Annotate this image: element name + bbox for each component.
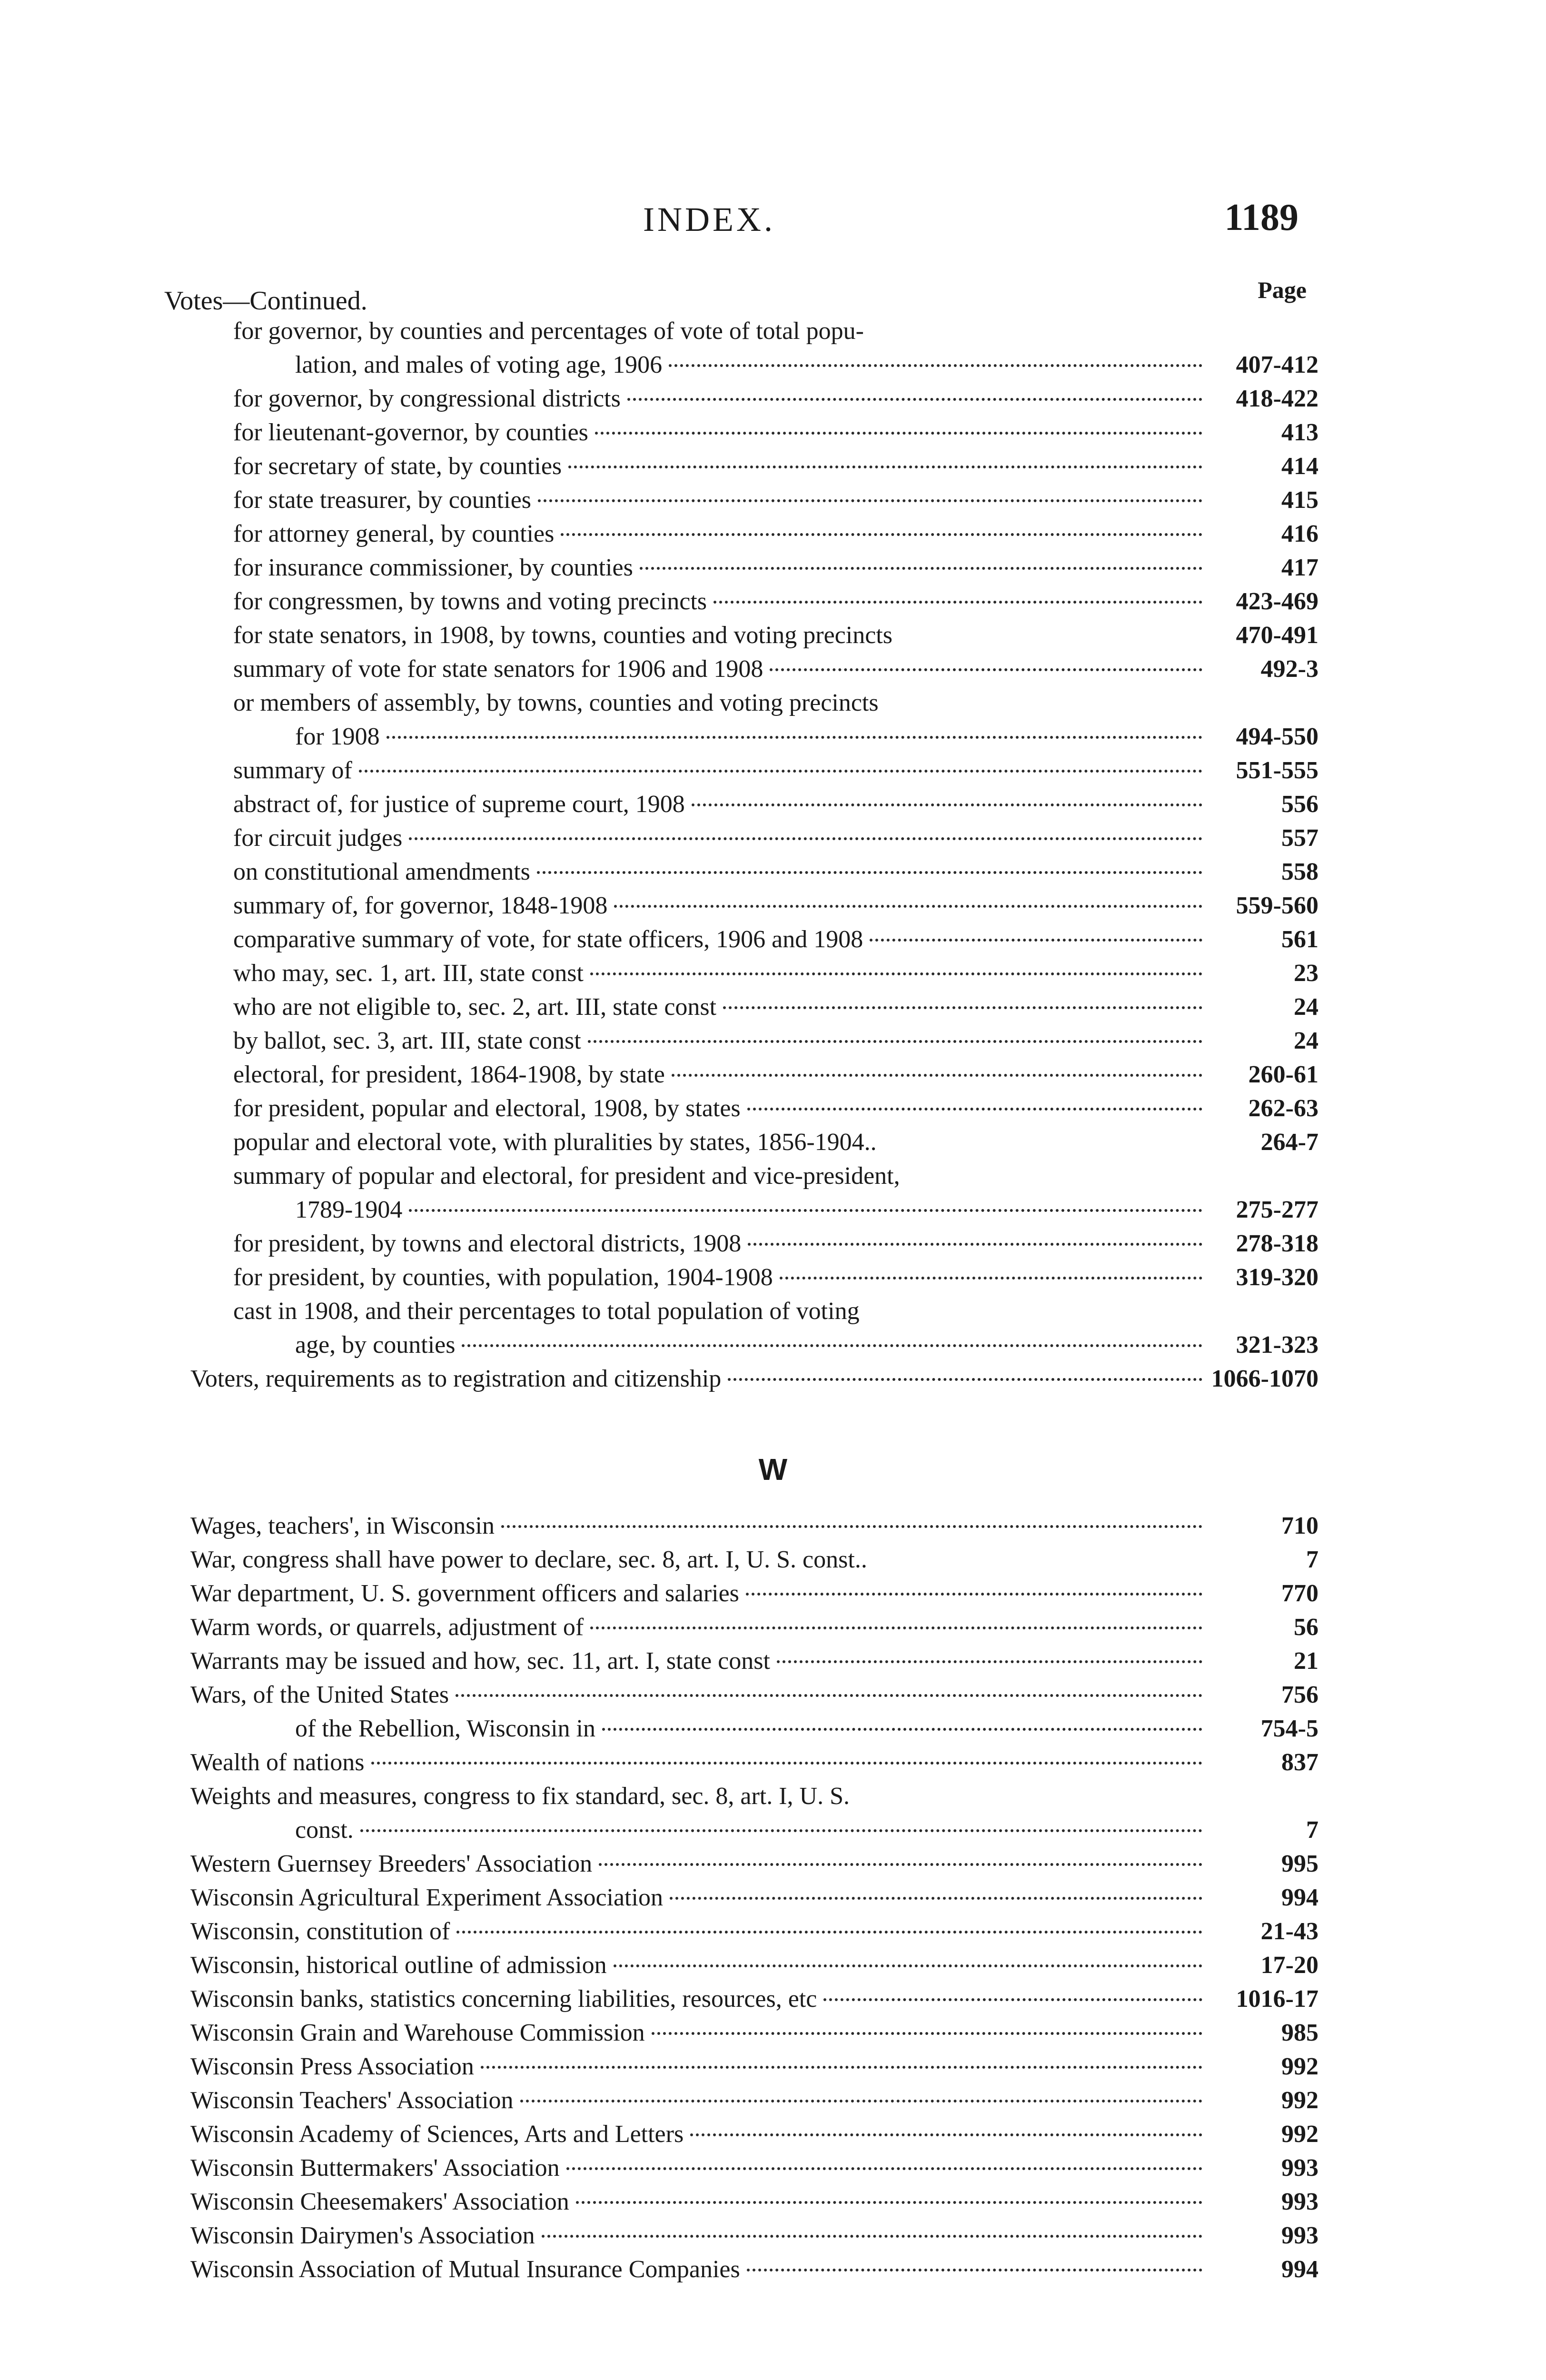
index-entry: Wars, of the United States 756 — [190, 1681, 1318, 1708]
index-entry: Wisconsin Cheesemakers' Association 993 — [190, 2188, 1318, 2215]
letter-heading: W — [758, 1452, 788, 1487]
index-entry: War, congress shall have power to declare, sec. 8, art. I, U. S. const.. 7 — [190, 1546, 1318, 1573]
index-entry: for governor, by counties and percentages of vote of total popu- — [233, 317, 864, 345]
index-entry: Wealth of nations 837 — [190, 1749, 1318, 1776]
index-entry: for state treasurer, by counties 415 — [233, 486, 1318, 514]
index-entry: Wisconsin Agricultural Experiment Association 994 — [190, 1884, 1318, 1911]
page-column-label: Page — [1258, 277, 1307, 303]
index-entry: summary of popular and electoral, for president and vice-president, — [233, 1162, 900, 1190]
index-entry: Wisconsin Dairymen's Association 993 — [190, 2222, 1318, 2249]
index-entry: Wisconsin, historical outline of admission 17-20 — [190, 1952, 1318, 1979]
section-heading: Votes—Continued. — [164, 286, 367, 316]
index-entry: cast in 1908, and their percentages to total population of voting — [233, 1298, 860, 1325]
index-entry: for president, by towns and electoral districts, 1908 278-318 — [233, 1230, 1318, 1257]
index-entry: for attorney general, by counties 416 — [233, 520, 1318, 547]
index-entry: const. 7 — [295, 1816, 1318, 1844]
index-entry: Wisconsin Association of Mutual Insurance Companies 994 — [190, 2256, 1318, 2283]
index-entry: of the Rebellion, Wisconsin in 754-5 — [295, 1715, 1318, 1742]
index-entry: who are not eligible to, sec. 2, art. III, state const 24 — [233, 993, 1318, 1021]
index-entry: for congressmen, by towns and voting precincts 423-469 — [233, 588, 1318, 615]
index-entry: for insurance commissioner, by counties 417 — [233, 554, 1318, 581]
index-entry: Wisconsin Teachers' Association 992 — [190, 2087, 1318, 2114]
votes-heading-row — [164, 276, 1307, 314]
index-entry: for president, popular and electoral, 1908, by states 262-63 — [233, 1095, 1318, 1122]
index-entry: Weights and measures, congress to fix standard, sec. 8, art. I, U. S. — [190, 1783, 850, 1810]
index-entry: Wisconsin Buttermakers' Association 993 — [190, 2154, 1318, 2182]
index-entry: Wisconsin Grain and Warehouse Commission 985 — [190, 2019, 1318, 2046]
index-entry: Wisconsin Press Association 992 — [190, 2053, 1318, 2080]
index-entry: for governor, by congressional districts 418-422 — [233, 385, 1318, 412]
index-entry: Wisconsin banks, statistics concerning liabilities, resources, etc 1016-17 — [190, 1985, 1318, 2013]
index-entry: Warm words, or quarrels, adjustment of 56 — [190, 1614, 1318, 1641]
index-entry: who may, sec. 1, art. III, state const 23 — [233, 960, 1318, 987]
page-number: 1189 — [1224, 197, 1298, 238]
index-entry: summary of, for governor, 1848-1908 559-560 — [233, 892, 1318, 919]
index-entry: Wisconsin, constitution of 21-43 — [190, 1918, 1318, 1945]
index-entry: summary of vote for state senators for 1906 and 1908 492-3 — [233, 655, 1318, 683]
index-entry: or members of assembly, by towns, counties and voting precincts — [233, 689, 879, 716]
index-entry: abstract of, for justice of supreme court, 1908 556 — [233, 791, 1318, 818]
index-entry: 1789-1904 275-277 — [295, 1196, 1318, 1223]
index-entry: Voters, requirements as to registration and citizenship 1066-1070 — [190, 1365, 1318, 1392]
w-entry-list — [176, 1509, 1318, 2286]
index-entry: age, by counties 321-323 — [295, 1331, 1318, 1359]
index-entry: comparative summary of vote, for state officers, 1906 and 1908 561 — [233, 926, 1318, 953]
index-entry: Western Guernsey Breeders' Association 995 — [190, 1850, 1318, 1877]
index-entry: lation, and males of voting age, 1906 407-412 — [295, 351, 1318, 378]
index-entry: Wages, teachers', in Wisconsin 710 — [190, 1512, 1318, 1539]
index-entry: for 1908 494-550 — [295, 723, 1318, 750]
votes-entry-list — [176, 314, 1318, 1396]
running-head — [0, 197, 1546, 248]
index-entry: summary of 551-555 — [233, 757, 1318, 784]
index-entry: on constitutional amendments 558 — [233, 858, 1318, 885]
index-entry: Wisconsin Academy of Sciences, Arts and Letters 992 — [190, 2121, 1318, 2148]
index-entry: for state senators, in 1908, by towns, counties and voting precincts 470-491 — [233, 622, 1318, 649]
index-entry: by ballot, sec. 3, art. III, state const 24 — [233, 1027, 1318, 1054]
running-title: INDEX. — [643, 200, 775, 238]
index-entry: for lieutenant-governor, by counties 413 — [233, 419, 1318, 446]
index-entry: popular and electoral vote, with pluralities by states, 1856-1904.. 264-7 — [233, 1129, 1318, 1156]
index-entry: electoral, for president, 1864-1908, by state 260-61 — [233, 1061, 1318, 1088]
index-entry: War department, U. S. government officers and salaries 770 — [190, 1580, 1318, 1607]
index-entry: for circuit judges 557 — [233, 824, 1318, 852]
index-entry: for secretary of state, by counties 414 — [233, 453, 1318, 480]
index-entry: for president, by counties, with population, 1904-1908 319-320 — [233, 1264, 1318, 1291]
index-entry: Warrants may be issued and how, sec. 11, art. I, state const 21 — [190, 1647, 1318, 1675]
